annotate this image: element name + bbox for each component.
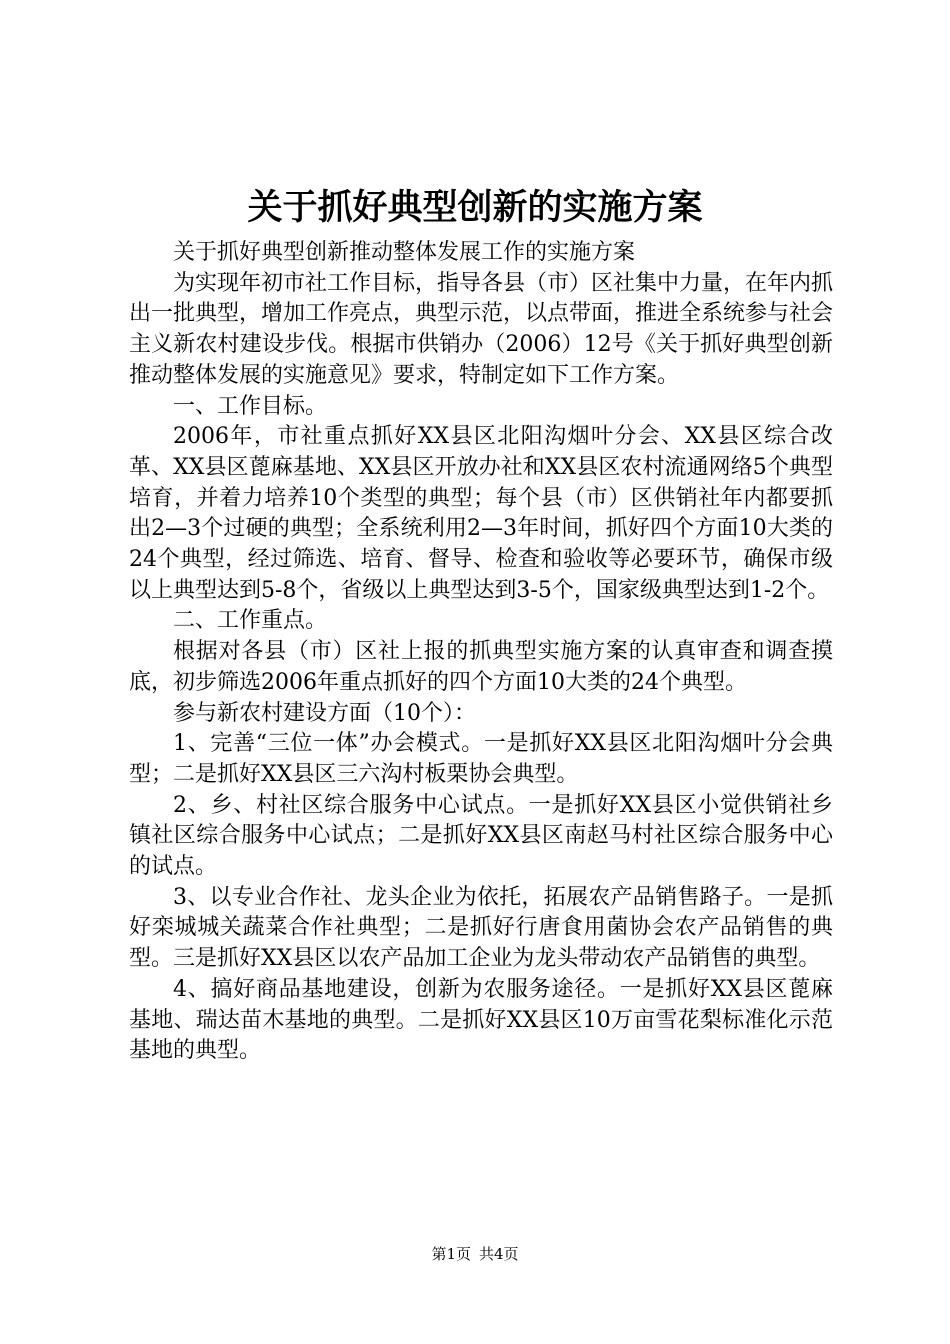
paragraph-focus: 根据对各县（市）区社上报的抓典型实施方案的认真审查和调查摸底，初步筛选2006年重点抓好的四个方面10大类的24个典型。 bbox=[129, 639, 833, 695]
heading-work-focus: 二、工作重点。 bbox=[173, 608, 328, 634]
heading-new-countryside: 参与新农村建设方面（10个）： bbox=[173, 700, 476, 726]
heading-work-goals: 一、工作目标。 bbox=[173, 393, 328, 419]
page-number: 第1页 bbox=[431, 1245, 471, 1263]
paragraph-item-2: 2、乡、村社区综合服务中心试点。一是抓好XX县区小觉供销社乡镇社区综合服务中心试点；二是抓好XX县区南赵马村社区综合服务中心的试点。 bbox=[129, 792, 833, 880]
page-total: 共4页 bbox=[479, 1245, 519, 1263]
paragraph-intro: 为实现年初市社工作目标，指导各县（市）区社集中力量，在年内抓出一批典型，增加工作亮点，典型示范，以点带面，推进全系统参与社会主义新农村建设步伐。根据市供销办（2006）12号《关于抓好典型创新推动整体发展的实施意见》要求，特制定如下工作方案。 bbox=[129, 270, 834, 388]
document-title: 关于抓好典型创新的实施方案 bbox=[247, 187, 703, 228]
document-body bbox=[129, 238, 833, 1067]
paragraph-item-4: 4、搞好商品基地建设，创新为农服务途径。一是抓好XX县区蓖麻基地、瑞达苗木基地的典型。二是抓好XX县区10万亩雪花梨标准化示范基地的典型。 bbox=[129, 976, 833, 1064]
paragraph-subtitle: 关于抓好典型创新推动整体发展工作的实施方案 bbox=[173, 240, 636, 265]
paragraph-item-3: 3、以专业合作社、龙头企业为依托，拓展农产品销售路子。一是抓好栾城城关蔬菜合作社典型；二是抓好行唐食用菌协会农产品销售的典型。三是抓好XX县区以农产品加工企业为龙头带动农产品销售的典型。 bbox=[129, 884, 833, 972]
paragraph-goals: 2006年，市社重点抓好XX县区北阳沟烟叶分会、XX县区综合改革、XX县区蓖麻基地、XX县区开放办社和XX县区农村流通网络5个典型培育，并着力培养10个类型的典型；每个县（市）区供销社年内都要抓出2—3个过硬的典型；全系统利用2—3年时间，抓好四个方面10大类的24个典型，经过筛选、培育、督导、检查和验收等必要环节，确保市级以上典型达到5-8个，省级以上典型达到3-5个，国家级典型达到1-2个。 bbox=[129, 424, 833, 603]
paragraph-item-1: 1、完善“三位一体”办会模式。一是抓好XX县区北阳沟烟叶分会典型；二是抓好XX县区三六沟村板栗协会典型。 bbox=[129, 731, 833, 787]
page-footer bbox=[0, 1242, 950, 1266]
